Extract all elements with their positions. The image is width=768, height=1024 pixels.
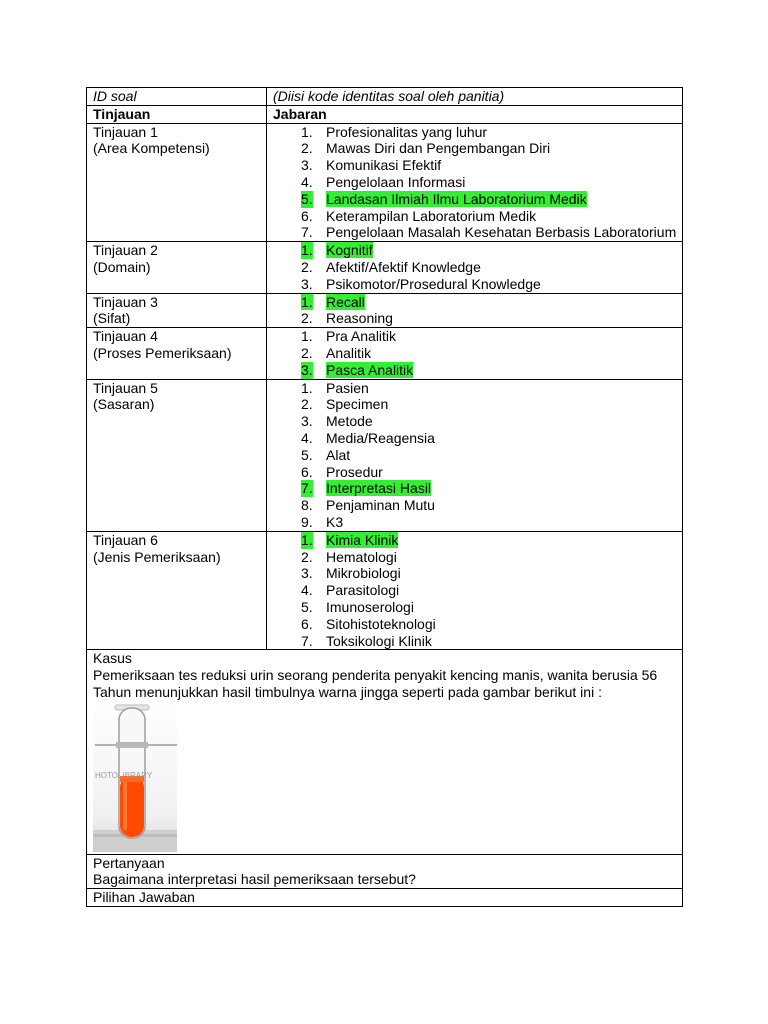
jabaran-item	[301, 174, 682, 191]
item-text: Prosedur	[326, 463, 383, 480]
id-label: ID soal	[87, 88, 267, 106]
item-number: 5.	[301, 190, 313, 207]
jabaran-item	[301, 208, 682, 225]
item-text: Penjaminan Mutu	[326, 497, 435, 514]
jabaran-item	[301, 276, 682, 293]
item-number: 9.	[301, 513, 313, 530]
jabaran-list	[273, 532, 682, 650]
item-number: 1.	[301, 123, 313, 140]
test-tube-photo	[93, 702, 177, 852]
tinjauan-subtitle: (Sifat)	[93, 310, 131, 327]
item-number: 7.	[301, 480, 313, 497]
item-text: Sitohistoteknologi	[326, 615, 436, 632]
item-text: Komunikasi Efektif	[326, 157, 442, 174]
item-number: 6.	[301, 207, 313, 224]
jabaran-item	[301, 582, 682, 599]
tinjauan-row	[87, 242, 683, 293]
item-text-highlighted: Kimia Klinik	[326, 531, 399, 548]
jabaran-item	[301, 599, 682, 616]
item-number: 6.	[301, 615, 313, 632]
tinjauan-label-cell	[87, 242, 267, 293]
item-text-highlighted: Recall	[326, 293, 365, 310]
item-number: 7.	[301, 224, 313, 241]
question-table	[86, 87, 683, 907]
item-number: 2.	[301, 310, 313, 327]
jabaran-item	[301, 532, 682, 549]
jabaran-item	[301, 294, 682, 311]
item-text-highlighted: Interpretasi Hasil	[326, 480, 432, 497]
item-number: 1.	[301, 328, 313, 345]
jabaran-cell	[267, 293, 683, 328]
tinjauan-title: Tinjauan 3	[93, 293, 158, 310]
jabaran-item	[301, 362, 682, 379]
item-text: Pra Analitik	[326, 328, 397, 345]
item-number: 3.	[301, 361, 313, 378]
jabaran-item	[301, 514, 682, 531]
tinjauan-row	[87, 123, 683, 242]
pilihan-title: Pilihan Jawaban	[93, 889, 195, 906]
item-text: Analitik	[326, 344, 372, 361]
jabaran-list	[273, 242, 682, 292]
tinjauan-label-cell	[87, 379, 267, 531]
jabaran-item	[301, 616, 682, 633]
item-number: 2.	[301, 344, 313, 361]
tinjauan-label-cell	[87, 293, 267, 328]
jabaran-list	[273, 124, 682, 242]
id-row	[87, 88, 683, 106]
tinjauan-subtitle: (Area Kompetensi)	[93, 140, 210, 157]
jabaran-item	[301, 191, 682, 208]
item-number: 3.	[301, 413, 313, 430]
header-row	[87, 105, 683, 123]
tinjauan-title: Tinjauan 1	[93, 123, 158, 140]
item-text: K3	[326, 513, 344, 530]
pilihan-cell	[87, 889, 683, 907]
col-tinjauan-header: Tinjauan	[87, 105, 267, 123]
jabaran-item	[301, 259, 682, 276]
item-text: Pengelolaan Masalah Kesehatan Berbasis Laboratorium	[326, 224, 677, 241]
kasus-text: Pemeriksaan tes reduksi urin seorang penderita penyakit kencing manis, wanita berusia 56 Tahun menunjukkan hasil timbulnya warna jingga seperti pada gambar berikut ini :	[93, 667, 658, 700]
jabaran-item	[301, 464, 682, 481]
jabaran-item	[301, 480, 682, 497]
item-number: 4.	[301, 429, 313, 446]
pertanyaan-text: Bagaimana interpretasi hasil pemeriksaan tersebut?	[93, 871, 416, 888]
tinjauan-subtitle: (Sasaran)	[93, 396, 155, 413]
jabaran-item	[301, 549, 682, 566]
tinjauan-title: Tinjauan 4	[93, 328, 158, 345]
jabaran-item	[301, 633, 682, 650]
jabaran-cell	[267, 328, 683, 379]
item-number: 2.	[301, 396, 313, 413]
jabaran-list	[273, 328, 682, 378]
jabaran-item	[301, 124, 682, 141]
jabaran-cell	[267, 123, 683, 242]
item-text: Toksikologi Klinik	[326, 632, 432, 649]
item-text: Alat	[326, 446, 351, 463]
jabaran-item	[301, 380, 682, 397]
item-number: 1.	[301, 293, 313, 310]
item-text: Metode	[326, 413, 373, 430]
item-text: Mikrobiologi	[326, 565, 401, 582]
item-number: 3.	[301, 565, 313, 582]
tinjauan-subtitle: (Jenis Pemeriksaan)	[93, 548, 221, 565]
item-number: 4.	[301, 582, 313, 599]
tinjauan-subtitle: (Domain)	[93, 258, 151, 275]
jabaran-cell	[267, 531, 683, 650]
item-number: 6.	[301, 463, 313, 480]
item-number: 1.	[301, 242, 313, 259]
item-number: 1.	[301, 379, 313, 396]
jabaran-list	[273, 294, 682, 328]
pertanyaan-cell	[87, 854, 683, 889]
item-number: 4.	[301, 173, 313, 190]
jabaran-item	[301, 565, 682, 582]
jabaran-item	[301, 345, 682, 362]
item-text: Parasitologi	[326, 582, 400, 599]
jabaran-cell	[267, 379, 683, 531]
item-number: 7.	[301, 632, 313, 649]
jabaran-item	[301, 140, 682, 157]
item-text-highlighted: Landasan Ilmiah Ilmu Laboratorium Medik	[326, 190, 587, 207]
tinjauan-title: Tinjauan 6	[93, 531, 158, 548]
item-number: 5.	[301, 446, 313, 463]
item-text: Psikomotor/Prosedural Knowledge	[326, 275, 541, 292]
jabaran-list	[273, 380, 682, 531]
tinjauan-subtitle: (Proses Pemeriksaan)	[93, 344, 232, 361]
item-text: Afektif/Afektif Knowledge	[326, 258, 481, 275]
item-number: 8.	[301, 497, 313, 514]
item-number: 2.	[301, 258, 313, 275]
jabaran-cell	[267, 242, 683, 293]
item-number: 5.	[301, 598, 313, 615]
jabaran-item	[301, 224, 682, 241]
tinjauan-row	[87, 328, 683, 379]
jabaran-item	[301, 430, 682, 447]
jabaran-item	[301, 310, 682, 327]
item-text: Pasien	[326, 379, 369, 396]
item-text: Hematologi	[326, 548, 397, 565]
pertanyaan-row	[87, 854, 683, 889]
tinjauan-label-cell	[87, 531, 267, 650]
item-text: Keterampilan Laboratorium Medik	[326, 207, 537, 224]
pilihan-row	[87, 889, 683, 907]
tinjauan-label-cell	[87, 123, 267, 242]
item-text-highlighted: Pasca Analitik	[326, 361, 414, 378]
tinjauan-row	[87, 379, 683, 531]
tinjauan-label-cell	[87, 328, 267, 379]
item-text: Profesionalitas yang luhur	[326, 123, 488, 140]
kasus-cell	[87, 650, 683, 854]
jabaran-item	[301, 157, 682, 174]
item-text: Reasoning	[326, 310, 393, 327]
jabaran-item	[301, 497, 682, 514]
item-number: 2.	[301, 140, 313, 157]
jabaran-item	[301, 413, 682, 430]
item-number: 3.	[301, 157, 313, 174]
item-text: Mawas Diri dan Pengembangan Diri	[326, 140, 551, 157]
pertanyaan-title: Pertanyaan	[93, 854, 165, 871]
jabaran-item	[301, 328, 682, 345]
item-text: Media/Reagensia	[326, 429, 435, 446]
tinjauan-row	[87, 531, 683, 650]
tinjauan-title: Tinjauan 2	[93, 242, 158, 259]
col-jabaran-header: Jabaran	[267, 105, 683, 123]
jabaran-item	[301, 447, 682, 464]
jabaran-item	[301, 396, 682, 413]
tinjauan-row	[87, 293, 683, 328]
id-value: (Diisi kode identitas soal oleh panitia)	[267, 88, 683, 106]
item-text: Specimen	[326, 396, 389, 413]
item-number: 3.	[301, 275, 313, 292]
item-number: 1.	[301, 531, 313, 548]
item-number: 2.	[301, 548, 313, 565]
kasus-row	[87, 650, 683, 854]
test-tube-image	[93, 702, 177, 852]
item-text-highlighted: Kognitif	[326, 242, 373, 259]
tinjauan-title: Tinjauan 5	[93, 379, 158, 396]
item-text: Pengelolaan Informasi	[326, 173, 466, 190]
item-text: Imunoserologi	[326, 598, 414, 615]
jabaran-item	[301, 242, 682, 259]
photo-watermark: HOTOLIBRARY	[95, 770, 153, 780]
kasus-title: Kasus	[93, 650, 132, 667]
